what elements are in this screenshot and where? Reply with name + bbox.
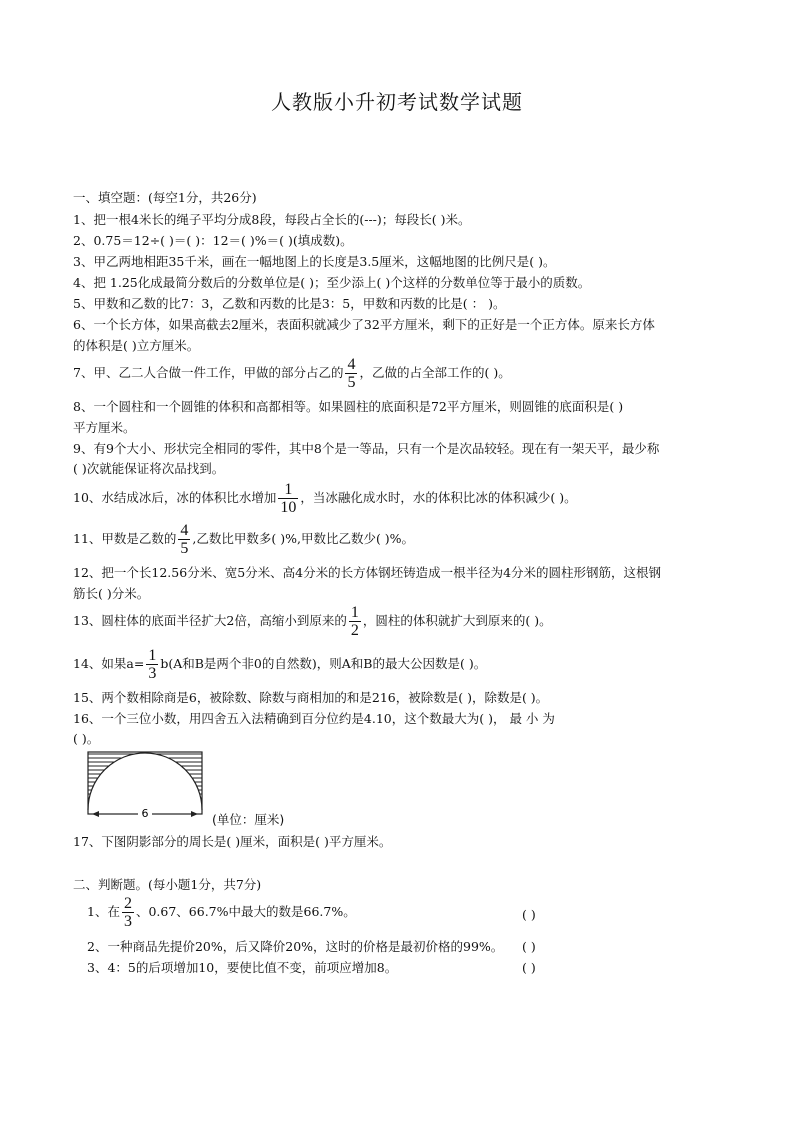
unit-label: (单位：厘米) [212, 812, 285, 827]
question-16-line1: 16、一个三位小数，用四舍五入法精确到百分位约是4.10，这个数最大为( )， 最 小 为 [73, 711, 555, 726]
judge-1-text: 1、在 [87, 904, 120, 919]
fraction-numerator: 4 [347, 356, 356, 373]
question-8-line1: 8、一个圆柱和一个圆锥的体积和高都相等。如果圆柱的底面积是72平方厘米，则圆锥的底面积是( ) [73, 399, 624, 414]
fraction-numerator: 1 [350, 604, 359, 621]
question-6-line2: 的体积是( )立方厘米。 [73, 338, 200, 353]
question-1: 1、把一根4米长的绳子平均分成8段，每段占全长的(---)；每段长( )米。 [73, 212, 471, 227]
question-11 [73, 522, 414, 557]
judge-1 [87, 895, 356, 930]
question-14-text-end: b(A和B是两个非0的自然数)，则A和B的最大公因数是( )。 [160, 656, 487, 671]
question-11-text: 11、甲数是乙数的 [73, 531, 177, 546]
fraction-denominator: 2 [350, 622, 359, 639]
question-7 [73, 356, 511, 391]
judge-1-text-end: 、0.67、66.7%中最大的数是66.7%。 [135, 904, 356, 919]
question-8-line2: 平方厘米。 [73, 420, 136, 435]
question-11-text-end: ,乙数比甲数多( )%,甲数比乙数少( )%。 [192, 531, 415, 546]
question-13-text: 13、圆柱体的底面半径扩大2倍，高缩小到原来的 [73, 613, 347, 628]
question-15: 15、两个数相除商是6，被除数、除数与商相加的和是216，被除数是( )，除数是( )。 [73, 690, 549, 705]
question-6-line1: 6、一个长方体，如果高截去2厘米，表面积就减少了32平方厘米，剩下的正好是一个正方体。原来长方体 [73, 317, 655, 332]
question-7-text-end: ，乙做的占全部工作的( )。 [359, 365, 511, 380]
question-12-line1: 12、把一个长12.56分米、宽5分米、高4分米的长方体钢坯铸造成一根半径为4分米的圆柱形钢筋，这根钢 [73, 565, 662, 580]
question-4: 4、把 1.25化成最简分数后的分数单位是( )；至少添上( )个这样的分数单位等于最小的质数。 [73, 275, 591, 290]
question-3: 3、甲乙两地相距35千米，画在一幅地图上的长度是3.5厘米，这幅地图的比例尺是( )。 [73, 254, 556, 269]
question-14 [73, 647, 486, 682]
judge-2-answer-blank: ( ) [522, 939, 536, 954]
semicircle-diagram [86, 748, 216, 820]
fraction-numerator: 4 [180, 522, 189, 539]
question-13 [73, 604, 552, 639]
question-10-text-end: ，当冰融化成水时，水的体积比冰的体积减少( )。 [300, 490, 577, 505]
question-14-text: 14、如果a= [73, 656, 145, 671]
question-9-line1: 9、有9个大小、形状完全相同的零件，其中8个是一等品，只有一个是次品较轻。现在有一架天平，最少称 [73, 441, 660, 456]
judge-1-answer-blank: ( ) [522, 907, 536, 922]
fraction-two-thirds [122, 895, 134, 930]
question-10 [73, 481, 577, 516]
section1-heading: 一、填空题：(每空1分，共26分) [73, 190, 257, 205]
fraction-four-fifths [345, 356, 357, 391]
fraction-one-third [146, 647, 158, 682]
fraction-denominator: 3 [148, 665, 157, 682]
fraction-one-half [349, 604, 361, 639]
question-2: 2、0.75＝12÷( )＝( )：12＝( )%＝( )(填成数)。 [73, 233, 353, 248]
fraction-one-tenth [278, 481, 298, 516]
fraction-four-fifths [178, 522, 190, 557]
fraction-denominator: 5 [347, 374, 356, 391]
question-7-text: 7、甲、乙二人合做一件工作，甲做的部分占乙的 [73, 365, 344, 380]
shaded-region [88, 752, 202, 810]
semicircle-figure [86, 748, 216, 824]
dimension-label: 6 [141, 807, 149, 820]
question-9-line2: ( )次就能保证将次品找到。 [73, 461, 225, 476]
judge-3-answer-blank: ( ) [522, 960, 536, 975]
fraction-denominator: 5 [180, 540, 189, 557]
fraction-numerator: 2 [123, 895, 132, 912]
arrow-left-icon [92, 811, 99, 817]
question-10-text: 10、水结成冰后，冰的体积比水增加 [73, 490, 277, 505]
question-16-line2: ( )。 [73, 731, 100, 746]
question-17: 17、下图阴影部分的周长是( )厘米，面积是( )平方厘米。 [73, 834, 392, 849]
judge-2: 2、一种商品先提价20%，后又降价20%，这时的价格是最初价格的99%。 [87, 939, 504, 954]
section2-heading: 二、判断题。(每小题1分，共7分) [73, 877, 262, 892]
fraction-denominator: 10 [280, 499, 297, 516]
rectangle-outline [88, 752, 202, 814]
judge-3: 3、4：5的后项增加10，要使比值不变，前项应增加8。 [87, 960, 398, 975]
question-5: 5、甲数和乙数的比7：3，乙数和丙数的比是3：5，甲数和丙数的比是( ： )。 [73, 296, 506, 311]
fraction-numerator: 1 [148, 647, 157, 664]
question-12-line2: 筋长( )分米。 [73, 586, 150, 601]
arrow-right-icon [191, 811, 198, 817]
fraction-denominator: 3 [123, 913, 132, 930]
question-13-text-end: ，圆柱的体积就扩大到原来的( )。 [362, 613, 552, 628]
fraction-numerator: 1 [284, 481, 293, 498]
page-title: 人教版小升初考试数学试题 [271, 90, 523, 114]
